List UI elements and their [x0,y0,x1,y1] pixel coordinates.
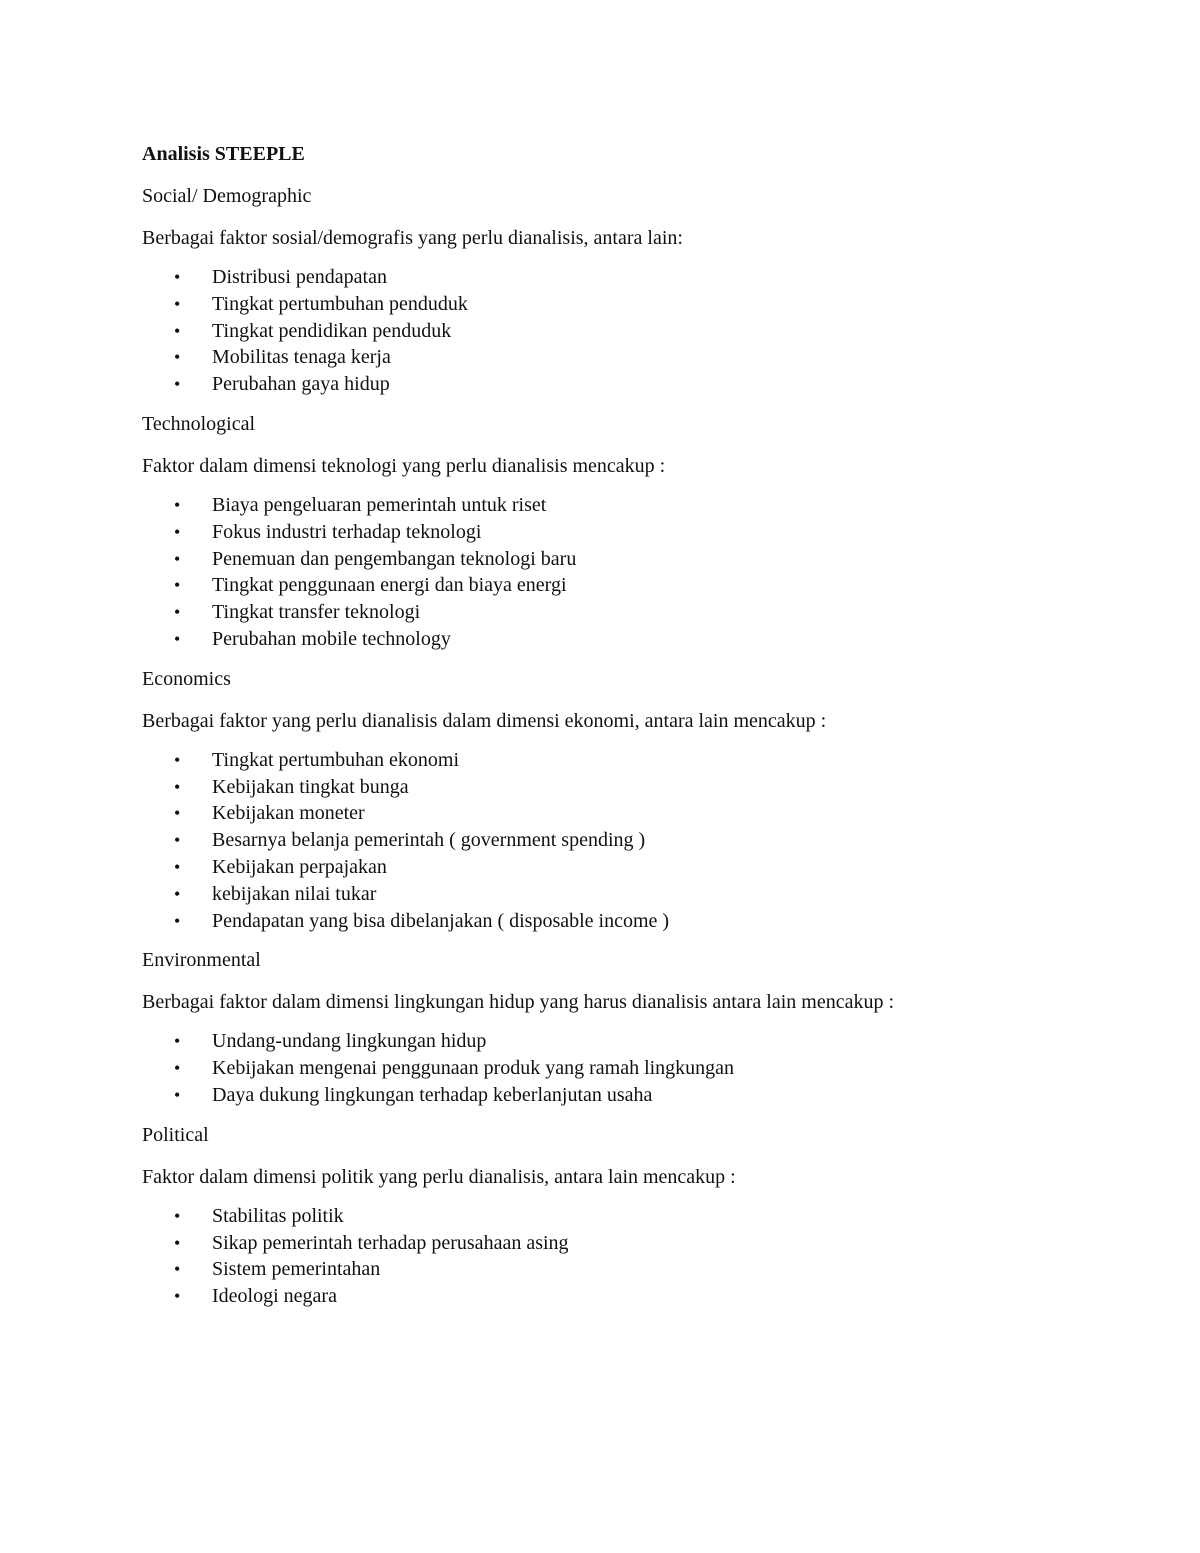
bullet-icon: • [174,628,181,649]
bullet-icon: • [174,1084,181,1105]
list-item [142,291,1042,318]
list-item [142,908,1042,935]
list-item-text: Penemuan dan pengembangan teknologi baru [212,547,577,570]
list-item-text: Sikap pemerintah terhadap perusahaan asing [212,1231,569,1254]
list-item-text: Kebijakan moneter [212,802,365,825]
bullet-icon: • [174,602,181,623]
document-page [142,138,1042,1320]
list-item-text: Tingkat penggunaan energi dan biaya energi [212,574,567,597]
list-item [142,827,1042,854]
section [142,408,1042,653]
list-item [142,599,1042,626]
bullet-icon: • [174,776,181,797]
bullet-list [142,747,1042,935]
bullet-icon: • [174,1058,181,1079]
list-item [142,264,1042,291]
list-item [142,1028,1042,1055]
list-item-text: Stabilitas politik [212,1204,344,1227]
bullet-icon: • [174,494,181,515]
bullet-icon: • [174,293,181,314]
bullet-icon: • [174,267,181,287]
list-item-text: Tingkat transfer teknologi [212,601,421,624]
list-item [142,774,1042,801]
list-item [142,546,1042,573]
list-item [142,344,1042,371]
bullet-icon: • [174,856,181,877]
bullet-icon: • [174,1259,181,1280]
list-item-text: Tingkat pendidikan penduduk [212,319,452,342]
list-item [142,626,1042,653]
section-heading: Technological [142,412,255,435]
section-heading: Social/ Demographic [142,185,312,207]
section-heading: Economics [142,667,231,690]
list-item [142,572,1042,599]
list-item-text: Kebijakan tingkat bunga [212,775,409,798]
list-item-text: kebijakan nilai tukar [212,882,377,905]
bullet-icon: • [174,830,181,851]
bullet-list [142,1028,1042,1108]
bullet-icon: • [174,1232,181,1253]
list-item [142,1256,1042,1283]
list-item-text: Fokus industri terhadap teknologi [212,520,482,543]
section-intro: Faktor dalam dimensi politik yang perlu dianalisis, antara lain mencakup : [142,1165,736,1188]
bullet-icon: • [174,521,181,542]
section-intro: Berbagai faktor dalam dimensi lingkungan hidup yang harus dianalisis antara lain mencakup : [142,991,895,1014]
list-item [142,854,1042,881]
bullet-list [142,492,1042,653]
section-heading: Environmental [142,949,261,972]
list-item [142,1055,1042,1082]
bullet-icon: • [174,910,181,931]
section-intro: Faktor dalam dimensi teknologi yang perlu dianalisis mencakup : [142,454,666,477]
section-heading: Political [142,1123,209,1146]
list-item-text: Besarnya belanja pemerintah ( government spending ) [212,829,646,852]
bullet-list [142,1203,1042,1310]
bullet-icon: • [174,575,181,596]
list-item [142,881,1042,908]
list-item-text: Ideologi negara [212,1285,337,1308]
bullet-list [142,264,1042,398]
bullet-icon: • [174,1031,181,1052]
bullet-icon: • [174,374,181,395]
document-sections [142,180,1042,1310]
bullet-icon: • [174,548,181,569]
bullet-icon: • [174,803,181,824]
section [142,944,1042,1108]
list-item-text: Mobilitas tenaga kerja [212,346,391,369]
list-item [142,1230,1042,1257]
section [142,1119,1042,1310]
list-item [142,371,1042,398]
list-item [142,1203,1042,1230]
bullet-icon: • [174,347,181,368]
list-item [142,1082,1042,1109]
list-item-text: Biaya pengeluaran pemerintah untuk riset [212,493,547,516]
list-item-text: Kebijakan mengenai penggunaan produk yang ramah lingkungan [212,1057,735,1080]
list-item-text: Daya dukung lingkungan terhadap keberlanjutan usaha [212,1083,653,1106]
section [142,180,1042,398]
list-item [142,492,1042,519]
list-item-text: Pendapatan yang bisa dibelanjakan ( disposable income ) [212,909,670,932]
list-item-text: Tingkat pertumbuhan ekonomi [212,748,460,771]
bullet-icon: • [174,1205,181,1226]
section [142,663,1042,935]
bullet-icon: • [174,1286,181,1307]
list-item-text: Distribusi pendapatan [212,266,387,288]
list-item [142,519,1042,546]
bullet-icon: • [174,749,181,770]
bullet-icon: • [174,883,181,904]
list-item-text: Sistem pemerintahan [212,1258,381,1281]
list-item-text: Perubahan gaya hidup [212,373,390,396]
list-item-text: Kebijakan perpajakan [212,855,387,878]
list-item [142,747,1042,774]
list-item-text: Undang-undang lingkungan hidup [212,1030,487,1053]
list-item [142,318,1042,345]
list-item-text: Tingkat pertumbuhan penduduk [212,292,468,315]
bullet-icon: • [174,320,181,341]
list-item [142,1283,1042,1310]
section-intro: Berbagai faktor sosial/demografis yang perlu dianalisis, antara lain: [142,227,683,249]
list-item [142,800,1042,827]
document-title: Analisis STEEPLE [142,143,305,165]
section-intro: Berbagai faktor yang perlu dianalisis dalam dimensi ekonomi, antara lain mencakup : [142,709,827,732]
list-item-text: Perubahan mobile technology [212,627,451,650]
